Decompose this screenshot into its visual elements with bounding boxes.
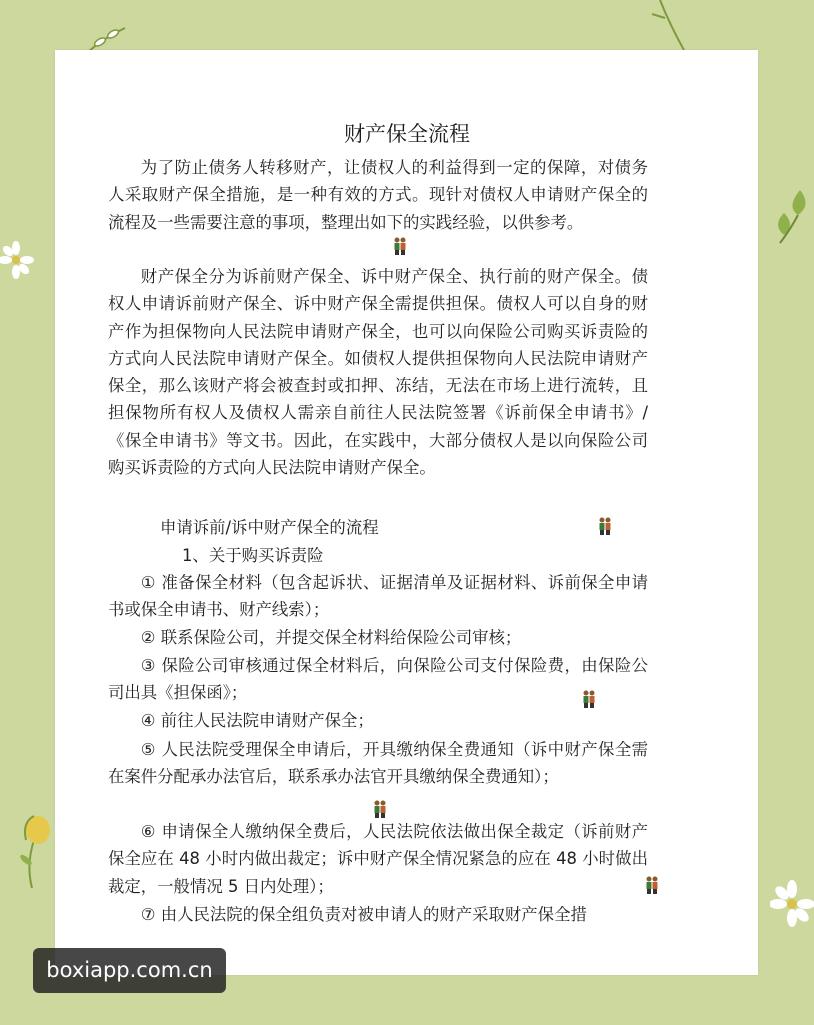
daisy-bottom-right-icon [770,880,814,928]
people-sticker-icon [645,876,659,894]
step-1: ① 准备保全材料（包含起诉状、证据清单及证据材料、诉前保全申请书或保全申请书、财产线索）； [108,573,648,620]
step-7: ⑦ 由人民法院的保全组负责对被申请人的财产采取财产保全措 [140,905,587,924]
leaf-right-icon [770,185,814,245]
people-sticker-icon [582,690,596,708]
daisy-left-icon [0,240,36,280]
step-5: ⑤ 人民法院受理保全申请后，开具缴纳保全费通知（诉中财产保全需在案件分配承办法官后，联系承办法官开具缴纳保全费通知）； [108,740,648,787]
step-2: ② 联系保险公司，并提交保全材料给保险公司审核； [140,628,522,647]
flower-bud-left-icon [12,810,56,890]
flower-stem-top-right-icon [640,0,700,55]
document-title: 财产保全流程 [344,122,470,146]
body-paragraph: 财产保全分为诉前财产保全、诉中财产保全、执行前的财产保全。债权人申请诉前财产保全、诉中财产保全需提供担保。债权人可以自身的财产作为担保物向人民法院申请财产保全，也可以向保险公司购买诉责险的方式向人民法院申请财产保全。如债权人提供担保物向人民法院申请财产保全，那么该财产将会被查封或扣押、冻结，无法在市场上进行流转，且担保物所有权人及债权人需亲自前往人民法院签署《诉前保全申请书》/《保全申请书》等文书。因此，在实践中，大部分债权人是以向保险公司购买诉责险的方式向人民法院申请财产保全。 [108,267,648,478]
section-heading: 申请诉前/诉中财产保全的流程 [160,518,379,537]
people-sticker-icon [598,517,612,535]
subsection-heading: 1、关于购买诉责险 [182,546,324,565]
intro-paragraph: 为了防止债务人转移财产，让债权人的利益得到一定的保障，对债务人采取财产保全措施，是一种有效的方式。现针对债权人申请财产保全的流程及一些需要注意的事项，整理出如下的实践经验，以供参考。 [108,158,648,232]
people-sticker-icon [373,800,387,818]
step-3: ③ 保险公司审核通过保全材料后，向保险公司支付保险费，由保险公司出具《担保函》； [108,656,648,703]
watermark-badge: boxiapp.com.cn [33,948,226,993]
people-sticker-icon [393,237,407,255]
step-4: ④ 前往人民法院申请财产保全； [140,711,374,730]
step-6: ⑥ 申请保全人缴纳保全费后，人民法院依法做出保全裁定（诉前财产保全应在 48 小时内做出裁定；诉中财产保全情况紧急的应在 48 小时做出裁定，一般情况 5 日内处理）； [108,822,648,896]
